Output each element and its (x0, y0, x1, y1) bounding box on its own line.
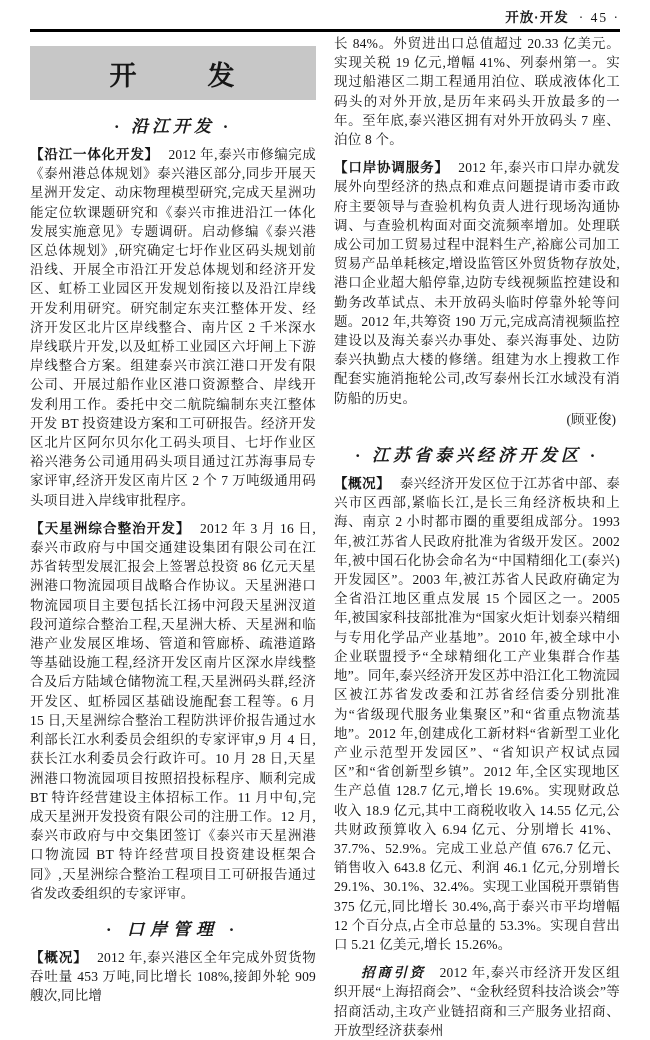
author-byline: (顾亚俊) (566, 411, 616, 427)
entry-kaifaqu-gaikuang (334, 474, 620, 954)
left-column (30, 32, 316, 1040)
chapter-title: 开 发 (109, 60, 237, 91)
section-header-jingji-kaifaqu: · 江苏省泰兴经济开发区 · (355, 446, 599, 466)
entry-body-kouan-gaikuang: 2012 年,泰兴港区全年完成外贸货物吞吐量 453 万吨,同比增长 108%,接卸外轮 909 艘次,同比增 (30, 949, 316, 1004)
entry-yanjiang-yitihua (30, 145, 316, 510)
entry-body-zhaoshang-yinzi: 2012 年,泰兴市经济开发区组织开展“上海招商会”、“金秋经贸科技洽谈会”等招商活动,主攻产业链招商和三产服务业招商、开放型经济获泰州 (334, 965, 621, 1038)
entry-head-kouan-xietiao: 【口岸协调服务】 (334, 160, 449, 176)
entry-body-tianxingzhou: 2012 年 3 月 16 日,泰兴市政府与中国交通建设集团有限公司在江苏省转型发展汇报会上签署总投资 86 亿元天星洲港口物流园项目战略合作协议。天星洲港口物流园项目主要包括长江扬中河段天星洲汊道段河道综合整治工程,天星洲大桥、天星洲和临港产业发展区堆场、管道和管廊桥、疏港道路等基础设施工程,经济开发区南片区深水岸线整合及后方陆域仓储物流工程,天星洲码头群,经济开发区、虹桥园区基础设施配套工程等。6 月 15 日,天星洲综合整治工程防洪评价报告通过水利部长江水利委员会组织的专家评审,9 月 4 日,获长江水利委员会行政许可。10 月 28 日,天星洲港口物流园项目按照招投标程序、顺利完成 BT 特许经营建设主体招标工作。11 月中旬,完成天星洲开发投资有限公司的注册工作。12 月,泰兴市政府与中交集团签订《泰兴市天星洲港口物流园 BT 特许经营项目投资建设框架合同》,天星洲综合整治工程项目工可研报告通过省发改委组织的专家评审。 (30, 520, 316, 901)
entry-body-kaifaqu-gaikuang: 泰兴经济开发区位于江苏省中部、泰兴市区西部,紧临长江,是长三角经济板块和上海、南京 2 小时都市圈的重要组成部分。1993 年,被江苏省人民政府批准为省级开发区。2002 年,被中国石化协会命名为“中国精细化工(泰兴)开发园区”。2003 年,被江苏省人民政府确定为全省沿江地区重点发展 15 个园区之一。2005 年,被国家科技部批准为“国家火炬计划泰兴精细与专用化学品产业基地”。2010 年,被全球中小企业联盟授予“全球精细化工产业集群合作基地”。同年,泰兴经济开发区苏中沿江化工物流园区被江苏省发改委和江苏省经信委分别批准为“省级现代服务业集聚区”和“省重点物流基地”。2012 年,创建成化工新材料“省新型工业化产业示范型开发园区”、“省知识产权试点园区”和“省创新型乡镇”。2012 年,全区实现地区生产总值 128.7 亿元,增长 19.6%。实现财政总收入 18.9 亿元,其中工商税收收入 14.55 亿元,公共财政预算收入 6.94 亿元、分别增长 41%、37.7%、52.9%。完成工业总产值 676.7 亿元、销售收入 643.8 亿元、利润 46.1 亿元,分别增长 29.1%、30.1%、32.4%。实现工业国税开票销售 375 亿元,同比增长 30.4%,高于泰兴市平均增幅 12 个百分点,占全市总量的 53.3%。实现自营出口 5.21 亿美元,增长 15.26%。 (334, 476, 621, 952)
two-column-body (30, 32, 620, 1040)
page-number: · 45 · (578, 10, 620, 25)
entry-head-tianxingzhou: 【天星洲综合整治开发】 (30, 520, 191, 536)
entry-head-kaifaqu-gaikuang: 【概况】 (334, 476, 391, 492)
entry-body-yanjiang-yitihua: 2012 年,泰兴市修编完成《泰州港总体规划》泰兴港区部分,同步开展天星洲开发定、动床物理模型研究,完成天星洲功能定位软课题研究和《泰兴市推进沿江一体化发展实施意见》专题调研。启动修编《泰兴港区总体规划》,研究确定七圩作业区码头规划前沿线、开展全市沿江开发总体规划和经济开发区、虹桥工业园区开发规划衔接以及沿江岸线开发利用研究。研究制定东夹江整体开发、经济开发区北片区岸线整合、南片区 2 千米深水岸线联片开发,以及虹桥工业园区六圩闸上下游岸线整合方案。组建泰兴市滨江港口开发有限公司、开展过船作业区港口资源整合、岸线开发利用工作。委托中交二航院编制东夹江整体开发 BT 投资建设方案和工可研报告。经济开发区北片区阿尔贝尔化工码头项目、七圩作业区裕兴港务公司通用码头项目通过江苏海事局专家评审,经济开发区南片区 2 个 7 万吨级通用码头项目进入岸线审批程序。 (30, 147, 316, 508)
section-header-kouan-guanli: · 口岸管理 · (106, 919, 240, 939)
chapter-title-box (30, 46, 316, 100)
entry-kouan-gaikuang (30, 948, 316, 1006)
entry-head-kouan-gaikuang: 【概况】 (30, 949, 88, 965)
entry-head-yanjiang-yitihua: 【沿江一体化开发】 (30, 147, 159, 162)
entry-kouan-xietiao (334, 158, 620, 408)
section-header-yanjiang-kaifa: · 沿江开发 · (114, 117, 232, 136)
entry-kouan-gaikuang-continuation: 长 84%。外贸进出口总值超过 20.33 亿美元。实现关税 19 亿元,增幅 41%、列泰州第一。实现过船港区二期工程通用泊位、联成液体化工码头的对外开放,是历年来码头开放最多的一年。至年底,泰兴港区拥有对外开放码头 7 座、泊位 8 个。 (334, 36, 620, 148)
right-column (334, 32, 620, 1040)
running-header-section: 开放·开发 (505, 10, 569, 25)
entry-body-kouan-xietiao: 2012 年,泰兴市口岸办就发展外向型经济的热点和难点问题提请市委市政府主要领导与查验机构负责人进行现场沟通协调、与查验机构面对面交流频率增加。处理联成公司加工贸易过程中混料生产,裕廊公司加工贸易产品单耗核定,增设监管区外贸货物存放处,港口企业超大船停靠,边防专线视频监控建设和勤务改革试点、未开放码头临时停靠外轮等问题。2012 年,共筹资 190 万元,完成高清视频监控建设以及海关泰兴办事处、泰兴海事处、边防泰兴执勤点大楼的修缮。组建为水上搜救工作配套实施消拖轮公司,改写泰州长江水域没有消防船的历史。 (334, 160, 621, 406)
subhead-zhaoshang-yinzi: 招商引资 (361, 965, 427, 981)
entry-tianxingzhou (30, 519, 316, 903)
entry-zhaoshang-yinzi (334, 963, 620, 1040)
running-header (30, 6, 620, 26)
